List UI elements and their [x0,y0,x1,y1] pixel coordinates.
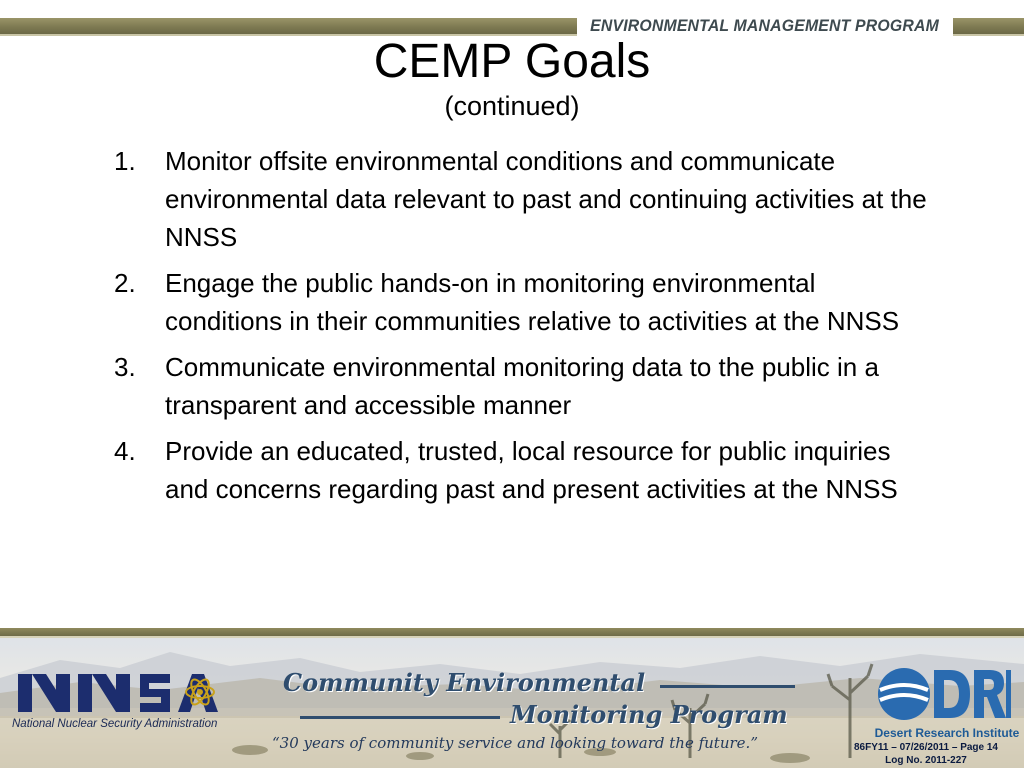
goal-item [110,142,930,256]
footer-rule [0,628,1024,636]
cemp-title-line1: Community Environmental [283,668,646,697]
goal-text: Monitor offsite environmental conditions and communicate environmental data relevant to past and continuing activities at the NNSS [165,146,927,252]
cemp-rule-1 [660,685,795,688]
goal-text: Engage the public hands-on in monitoring environmental conditions in their communities relative to activities at the NNSS [165,268,900,336]
goal-number: 3. [114,352,136,382]
goal-item [110,432,930,508]
goal-item [110,348,930,424]
dri-caption: Desert Research Institute [874,726,1020,740]
log-number: Log No. 2011-227 [885,755,967,766]
goals-list [110,142,930,516]
goal-number: 4. [114,436,136,466]
slide-subtitle: (continued) [444,91,580,121]
nnsa-caption: National Nuclear Security Administration [12,718,218,730]
goal-text: Communicate environmental monitoring data to the public in a transparent and accessible manner [165,352,879,420]
goal-number: 2. [114,268,136,298]
goal-number: 1. [114,146,136,176]
dri-logo [876,662,1011,726]
cemp-rule-2 [300,716,500,719]
slide-reference: 86FY11 – 07/26/2011 – Page 14 [853,742,998,753]
footer-banner [0,638,1024,768]
slide-title: CEMP Goals [373,35,651,88]
cemp-title-line2: Monitoring Program [510,700,788,729]
goal-text: Provide an educated, trusted, local resource for public inquiries and concerns regarding past and present activities at the NNSS [165,436,898,504]
goal-item [110,264,930,340]
program-name: ENVIRONMENTAL MANAGEMENT PROGRAM [590,16,940,35]
cemp-tagline: “30 years of community service and looking toward the future.” [272,734,758,752]
